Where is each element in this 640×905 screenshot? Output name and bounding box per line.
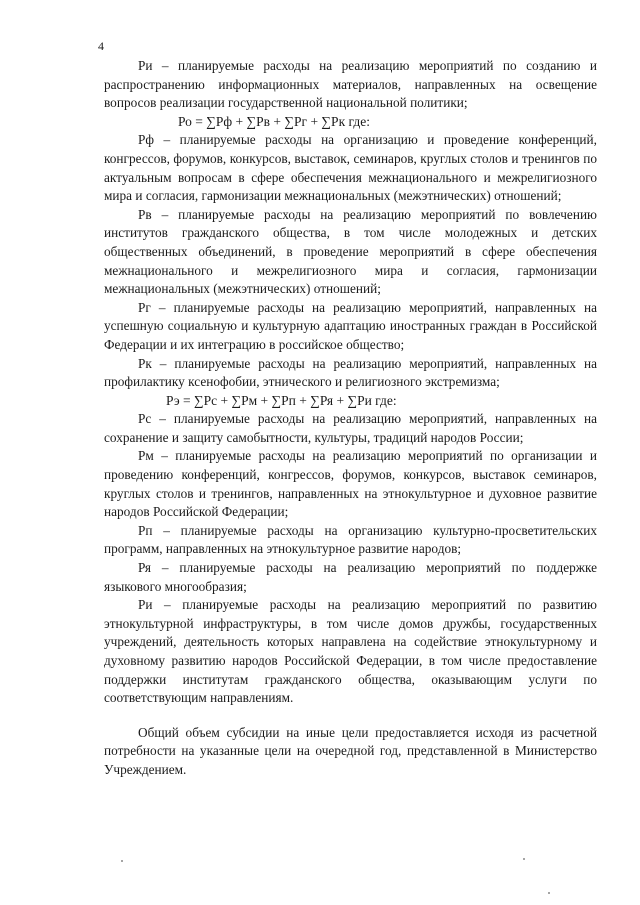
paragraph-rv: Рв – планируемые расходы на реализацию мероприятий по вовлечению институтов гражданского общества, в том числе молодежных и детских общественных объединений, в проведение мероприятий в сфере обеспечения межнационального и межрелигиозного мира и согласия, гармонизации межнациональных (межэтнических) отношений; xyxy=(104,206,597,297)
scan-speck xyxy=(523,858,525,860)
paragraph-ri-infra: Ри – планируемые расходы на реализацию мероприятий по развитию этнокультурной инфраструктуры, в том числе домов дружбы, государственных учреждений, деятельность которых направлена на содействие этнокультурному и духовному развитию народов Российской Федерации, в том числе предоставление поддержки институтам гражданского общества, оказывающим услуги по соответствующим направлениям. xyxy=(104,597,597,706)
scan-speck xyxy=(548,892,550,894)
paragraph-rp: Рп – планируемые расходы на организацию культурно-просветительских программ, направленных на этнокультурное развитие народов; xyxy=(104,522,597,557)
formula-ro: Ро = ∑Рф + ∑Рв + ∑Рг + ∑Рк где: xyxy=(178,113,370,129)
paragraph-ri-info: Ри – планируемые расходы на реализацию мероприятий по созданию и распространению информационных материалов, направленных на освещение вопросов реализации государственной национальной политики; xyxy=(104,58,597,111)
document-body xyxy=(104,57,597,780)
scan-speck xyxy=(121,860,123,862)
paragraph-closing: Общий объем субсидии на иные цели предоставляется исходя из расчетной потребности на указанные цели на очередной год, представленной в Министерство Учреждением. xyxy=(104,724,597,777)
paragraph-rg: Рг – планируемые расходы на реализацию мероприятий, направленных на успешную социальную и культурную адаптацию иностранных граждан в Российской Федерации и их интеграцию в российское общество; xyxy=(104,299,597,352)
paragraph-rs: Рс – планируемые расходы на реализацию мероприятий, направленных на сохранение и защиту самобытности, культуры, традиций народов России; xyxy=(104,411,597,445)
paragraph-rm: Рм – планируемые расходы на реализацию мероприятий по организации и проведению конференций, конгрессов, форумов, конкурсов, выставок семинаров, круглых столов и тренингов, направленных на этнокультурное и духовное развитие народов Российской Федерации; xyxy=(104,448,597,520)
formula-re: Рэ = ∑Рс + ∑Рм + ∑Рп + ∑Ря + ∑Ри где: xyxy=(166,392,397,408)
paragraph-rk: Рк – планируемые расходы на реализацию мероприятий, направленных на профилактику ксенофобии, этнического и религиозного экстремизма; xyxy=(104,355,597,390)
page-number: 4 xyxy=(98,39,104,53)
paragraph-rf: Рф – планируемые расходы на организацию и проведение конференций, конгрессов, форумов, конкурсов, выставок, семинаров, круглых столов и тренингов по актуальным вопросам в сфере обеспечения межнационального и межрелигиозного мира и согласия, гармонизации межнациональных (межэтнических) отношений; xyxy=(104,132,597,204)
paragraph-rya: Ря – планируемые расходы на реализацию мероприятий по поддержке языкового многообразия; xyxy=(104,560,597,594)
